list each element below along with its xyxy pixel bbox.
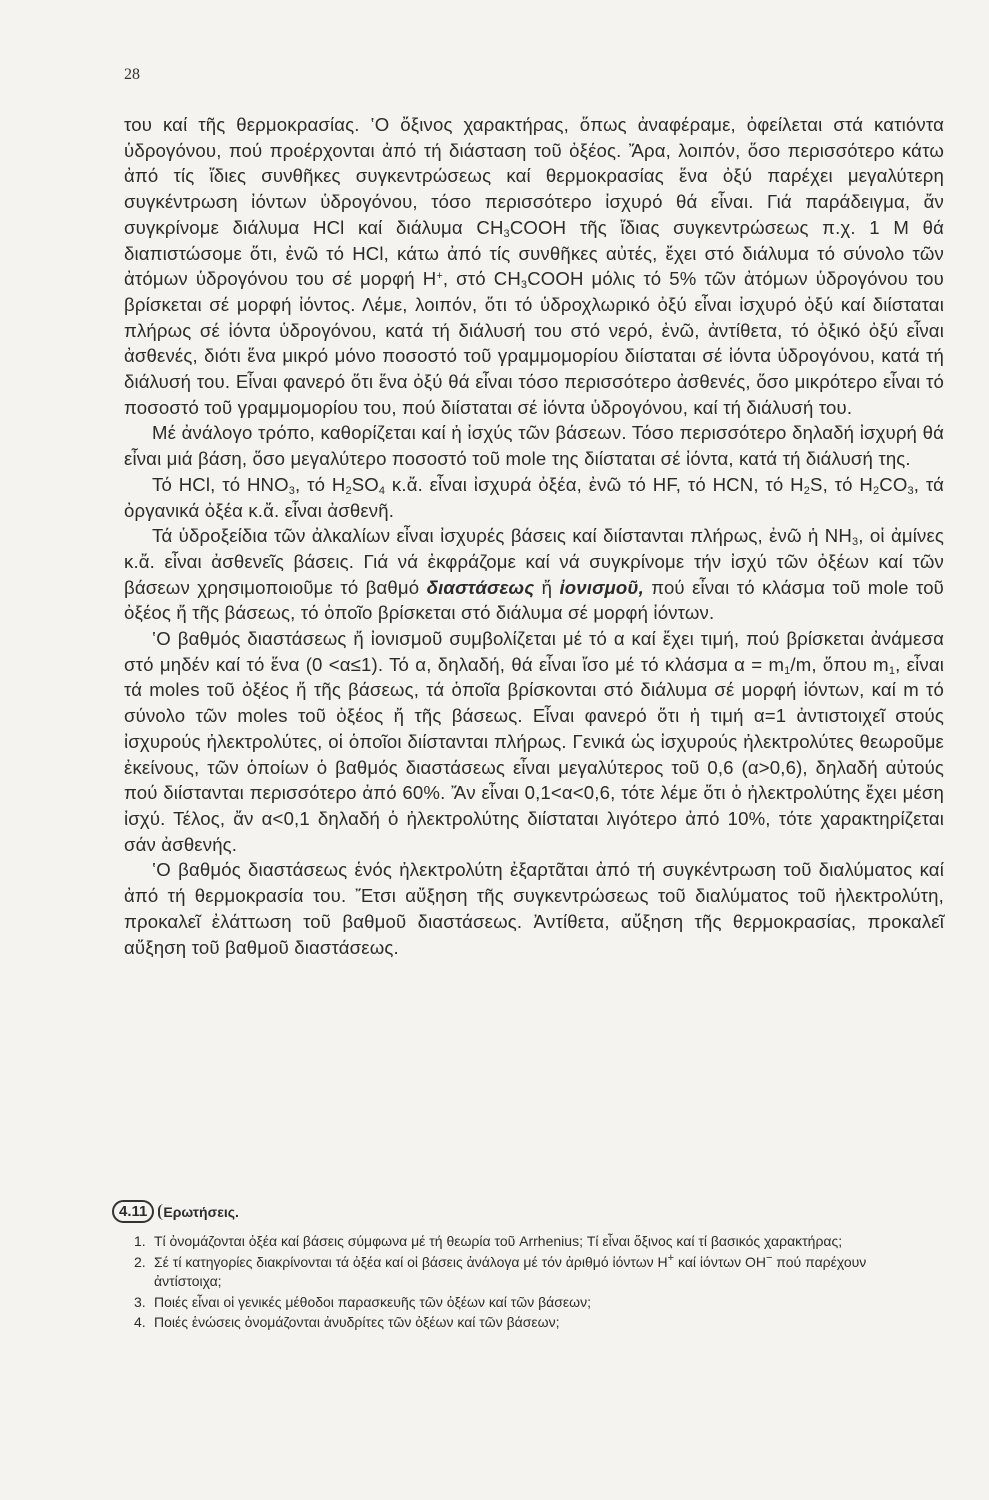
list-item: 3. Ποιές εἶναι οἱ γενικές μέθοδοι παρασκευῆς τῶν ὀξέων καί τῶν βάσεων; [134, 1293, 591, 1310]
paragraph-base-strength: Μέ ἀνάλογο τρόπο, καθορίζεται καί ἡ ἰσχύς τῶν βάσεων. Τόσο περισσότερο δηλαδή ἰσχυρή θά εἶναι μιά βάση, ὅσο μεγαλύτερο ποσοστό τοῦ mole της διίσταται σέ ἰόντα, κατά τή διάλυσή της. [124, 422, 944, 470]
paragraph-base-examples: Τά ὑδροξείδια τῶν ἀλκαλίων εἶναι ἰσχυρές βάσεις καί διίστανται πλήρως, ἐνῶ ἡ $NH_3$, οἱ ἀμίνες κ.ἄ. εἶναι ἀσθενεῖς βάσεις. Γιά νά ἐκφράζομε καί νά συγκρίνομε τήν ἰσχύ τῶν ὀξέων καί τῶν βάσεων χρησιμοποιοῦμε τό βαθμό διαστάσεως ἤ ἰονισμοῦ, πού εἶναι τό κλάσμα τοῦ mole τοῦ ὀξέος ἤ τῆς βάσεως, τό ὁποῖο βρίσκεται στό διάλυμα σέ μορφή ἰόντων. [124, 525, 945, 624]
paragraph-dissociation-factors: ‛Ο βαθμός διαστάσεως ἑνός ἠλεκτρολύτη ἐξαρτᾶται ἀπό τή συγκέντρωση τοῦ διαλύματος καί ἀπό τή θερμοκρασία του. Ἔτσι αὔξηση τῆς συγκεντρώσεως τοῦ διαλύματος τοῦ ἠλεκτρολύτη, προκαλεῖ ἐλάττωση τοῦ βαθμοῦ διαστάσεως. Ἀντίθετα, αὔξηση τῆς θερμοκρασίας, προκαλεῖ αὔξηση τοῦ βαθμοῦ διαστάσεως. [124, 859, 944, 958]
list-item: 2. Σέ τί κατηγορίες διακρίνονται τά ὀξέα καί οἱ βάσεις ἀνάλογα μέ τόν ἀριθμό ἰόντων H+ καί ἰόντων OH− πού παρέχουν ἀντίστοιχα; [134, 1251, 867, 1289]
paragraph-acid-strength: του καί τῆς θερμοκρασίας. ‛Ο ὄξινος χαρακτήρας, ὅπως ἀναφέραμε, ὀφείλεται στά κατιόντα ὑδρογόνου, πού προέρχονται ἀπό τή διάσταση τοῦ ὀξέος. Ἄρα, λοιπόν, ὅσο περισσότερο κάτω ἀπό τίς ἴδιες συνθῆκες συγκεντρώσεως καί θερμοκρασίας ἕνα ὀξύ παρέχει μεγαλύτερη συγκέντρωση ἰόντων ὑδρογόνου, τόσο περισσότερο ἰσχυρό θά εἶναι. Γιά παράδειγμα, ἄν συγκρίνομε διάλυμα HCl καί διάλυμα $CH_3COOH$ τῆς ἴδιας συγκεντρώσεως π.χ. 1 Μ θά διαπιστώσομε ὅτι, ἐνῶ τό HCl, κάτω ἀπό τίς συνθῆκες αὐτές, ἔχει στό διάλυμα τό σύνολο τῶν ἀτόμων ὑδρογόνου του σέ μορφή Η+, στό $CH_3COOH$ μόλις τό 5% τῶν ἀτόμων ὑδρογόνου του βρίσκεται σέ μορφή ἰόντος. Λέμε, λοιπόν, ὅτι τό ὑδροχλωρικό ὀξύ εἶναι ἰσχυρό ὀξύ καί διίσταται πλήρως σέ ἰόντα ὑδρογόνου, κατά τή διάλυσή του στό νερό, ἐνῶ, ἀντίθετα, τό ὀξικό ὀξύ εἶναι ἀσθενές, διότι ἕνα μικρό μόνο ποσοστό τοῦ γραμμομορίου διίσταται σέ ἰόντα ὑδρογόνου, κατά τή διάλυσή του. Εἶναι φανερό ὅτι ἕνα ὀξύ θά εἶναι τόσο περισσότερο ἀσθενές, ὅσο μικρότερο εἶναι τό ποσοστό τοῦ γραμμομορίου του, πού διίσταται σέ ἰόντα ὑδρογόνου, καί τή διάλυσή του. [124, 114, 944, 418]
questions-list [134, 1232, 934, 1334]
list-item: 1. Τί ὀνομάζονται ὀξέα καί βάσεις σύμφωνα μέ τή θεωρία τοῦ Arrhenius; Τί εἶναι ὄξινος καί τί βασικός χαρακτήρας; [134, 1233, 843, 1249]
section-title: Ερωτήσεις. [158, 1204, 239, 1220]
page-number: 28 [124, 66, 140, 83]
list-item: 4. Ποιές ἑνώσεις ὀνομάζονται ἀνυδρίτες τῶν ὀξέων καί τῶν βάσεων; [134, 1314, 560, 1330]
paragraph-degree-of-dissociation: ‛Ο βαθμός διαστάσεως ἤ ἰονισμοῦ συμβολίζεται μέ τό α καί ἔχει τιμή, πού βρίσκεται ἀνάμεσα στό μηδέν καί τό ἕνα (0 <α≤1). Τό α, δηλαδή, θά εἶναι ἴσο μέ τό κλάσμα $\alpha = m_1/m$, ὅπου $m_1$, εἶναι τά moles τοῦ ὀξέος ἤ τῆς βάσεως, τά ὁποῖα βρίσκονται στό διάλυμα σέ μορφή ἰόντων, καί m τό σύνολο τῶν moles τοῦ ὀξέος ἤ τῆς βάσεως. Εἶναι φανερό ὅτι ἡ τιμή α=1 ἀντιστοιχεῖ στούς ἰσχυρούς ἠλεκτρολύτες, οἱ ὁποῖοι διίστανται πλήρως. Γενικά ὡς ἰσχυρούς ἠλεκτρολύτες θεωροῦμε ἐκείνους, τῶν ὁποίων ὁ βαθμός διαστάσεως εἶναι μεγαλύτερος τοῦ 0,6 (α>0,6), δηλαδή αὐτούς πού διίστανται περισσότερο ἀπό 60%. Ἄν εἶναι 0,1<α<0,6, τότε λέμε ὅτι ὁ ἠλεκτρολύτης ἔχει μέση ἰσχύ. Τέλος, ἄν α<0,1 δηλαδή ὁ ἠλεκτρολύτης διίσταται λιγότερο ἀπό 10%, τότε χαρακτηρίζεται σάν ἀσθενής. [124, 628, 944, 855]
section-number: 4.11 [112, 1200, 154, 1223]
body-text [124, 112, 944, 960]
term-dissociation: διαστάσεως [426, 576, 535, 598]
paragraph-acid-examples: Τό HCl, τό $HNO_3$, τό $H_2SO_4$ κ.ἄ. εἶναι ἰσχυρά ὀξέα, ἐνῶ τό HF, τό HCN, τό $H_2S$, τό $H_2CO_3$, τά ὀργανικά ὀξέα κ.ἄ. εἶναι ἀσθενῆ. [124, 473, 944, 521]
section-heading [112, 1200, 239, 1223]
term-ionization: ἰονισμοῦ, [559, 576, 644, 598]
